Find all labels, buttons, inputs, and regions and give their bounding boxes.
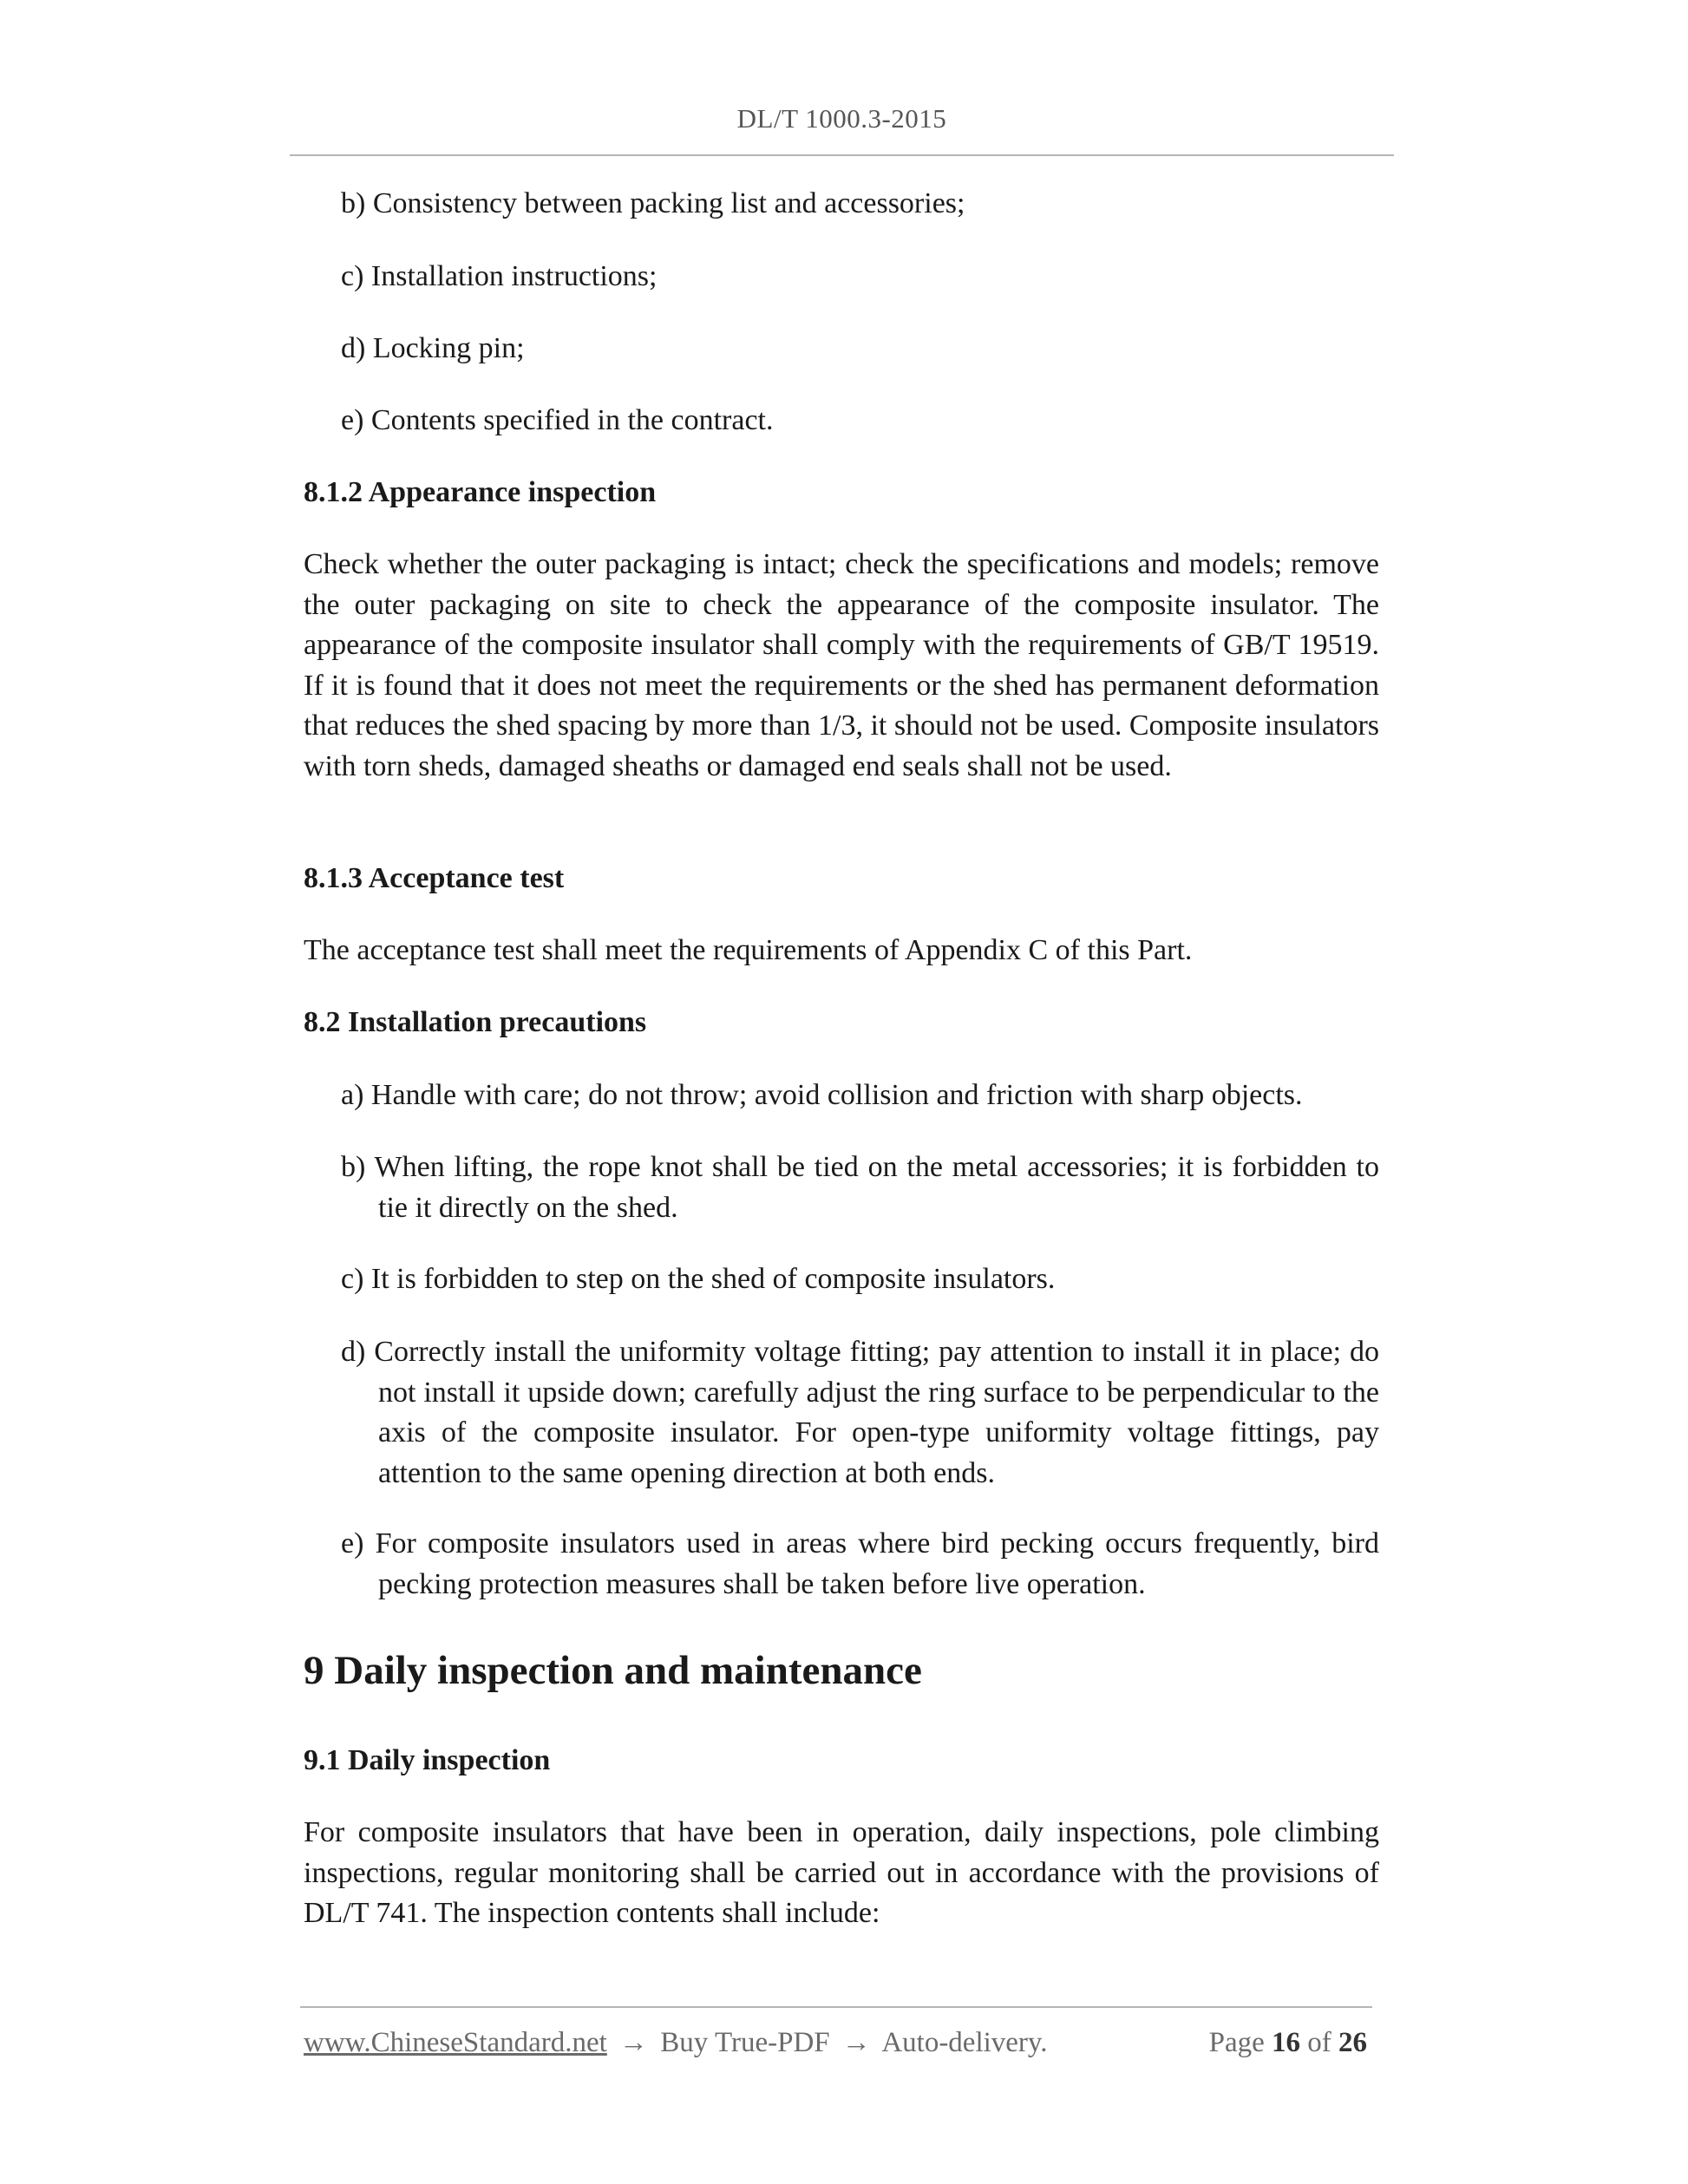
section-heading-8-2: 8.2 Installation precautions [304, 1006, 647, 1038]
list-item: d) Locking pin; [341, 332, 525, 364]
section-heading-9-1: 9.1 Daily inspection [304, 1744, 551, 1776]
of-word: of [1307, 2027, 1331, 2058]
list-item: b) Consistency between packing list and accessories; [341, 187, 965, 219]
arrow-right-icon: → [619, 2027, 649, 2058]
list-item: c) Installation instructions; [341, 260, 658, 292]
list-item: e) Contents specified in the contract. [341, 404, 774, 436]
current-page: 16 [1272, 2027, 1300, 2058]
list-item: a) Handle with care; do not throw; avoid collision and friction with sharp objects. [341, 1079, 1303, 1111]
arrow-right-icon: → [841, 2027, 871, 2058]
list-item: c) It is forbidden to step on the shed of composite insulators. [341, 1263, 1056, 1295]
page-header [290, 97, 1394, 156]
auto-delivery-text: Auto-delivery. [881, 2027, 1048, 2058]
document-id: DL/T 1000.3-2015 [736, 103, 947, 134]
list-item: e) For composite insulators used in areas where bird pecking occurs frequently, bird pecking protection measures shall be taken before live operation. [341, 1527, 1379, 1600]
paragraph-acceptance-test: The acceptance test shall meet the requirements of Appendix C of this Part. [304, 934, 1193, 966]
footer-links [304, 2027, 1048, 2059]
list-item: b) When lifting, the rope knot shall be tied on the metal accessories; it is forbidden to tie it directly on the shed. [341, 1151, 1379, 1224]
buy-pdf-text: Buy True-PDF [660, 2027, 830, 2058]
section-heading-8-1-3: 8.1.3 Acceptance test [304, 862, 565, 894]
page-footer [300, 2006, 1372, 2058]
paragraph-appearance-inspection: Check whether the outer packaging is intact; check the specifications and models; remove the outer packaging on site to check the appearance of the composite insulator. The appearance of the composite insulator shall comply with the requirements of GB/T 19519. If it is found that it does not meet the requirements or the shed has permanent deformation that reduces the shed spacing by more than 1/3, it should not be used. Composite insulators with torn sheds, damaged sheaths or damaged end seals shall not be used. [304, 548, 1379, 782]
website-link[interactable]: www.ChineseStandard.net [304, 2027, 607, 2058]
page-number [1209, 2027, 1367, 2059]
list-item: d) Correctly install the uniformity voltage fitting; pay attention to install it in place; do not install it upside down; carefully adjust the ring surface to be perpendicular to the axis of the composite insulator. For open-type uniformity voltage fittings, pay attention to the same opening direction at both ends. [341, 1336, 1379, 1489]
chapter-heading-9: 9 Daily inspection and maintenance [304, 1648, 922, 1693]
page-word: Page [1208, 2027, 1265, 2058]
section-heading-8-1-2: 8.1.2 Appearance inspection [304, 476, 657, 508]
total-pages: 26 [1338, 2027, 1367, 2058]
paragraph-daily-inspection: For composite insulators that have been in operation, daily inspections, pole climbing inspections, regular monitoring shall be carried out in accordance with the provisions of DL/T 741. The inspection contents shall include: [304, 1816, 1379, 1929]
